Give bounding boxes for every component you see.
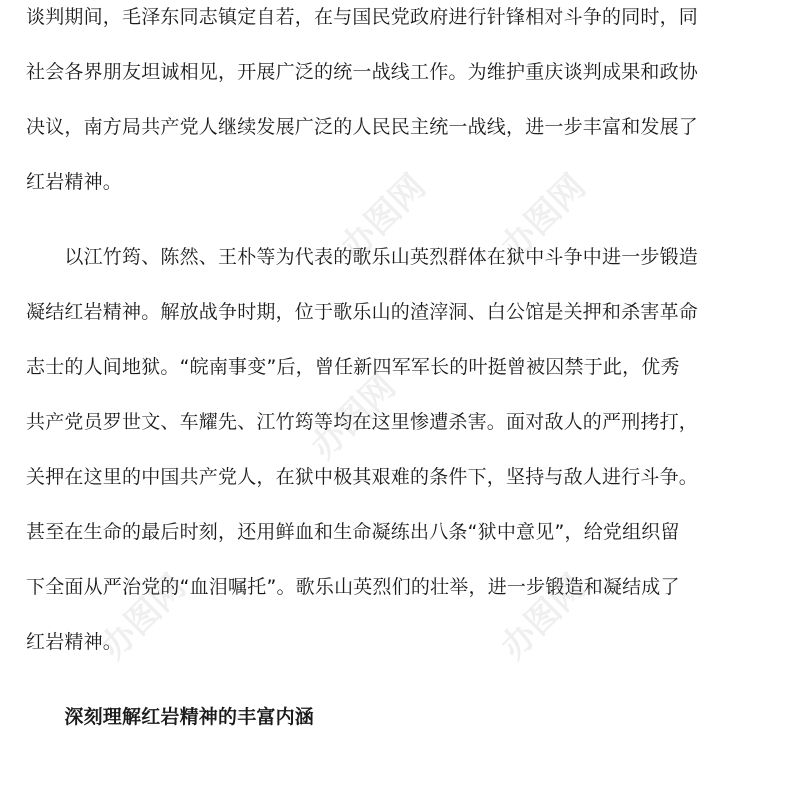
watermark: 办图网: [493, 566, 594, 668]
paragraph2-line: 甚至在生命的最后时刻，还用鲜血和生命凝练出八条“狱中意见”，给党组织留: [26, 521, 680, 543]
watermark: 办图网: [303, 366, 404, 468]
paragraph1-line: 红岩精神。: [26, 171, 123, 193]
paragraph1-line: 谈判期间，毛泽东同志镇定自若，在与国民党政府进行针锋相对斗争的同时，同: [26, 6, 699, 28]
paragraph1-line: 社会各界朋友坦诚相见，开展广泛的统一战线工作。为维护重庆谈判成果和政协: [26, 61, 699, 83]
paragraph2-line: 凝结红岩精神。解放战争时期，位于歌乐山的渣滓洞、白公馆是关押和杀害革命: [26, 301, 699, 323]
paragraph1-line: 决议，南方局共产党人继续发展广泛的人民民主统一战线，进一步丰富和发展了: [26, 116, 699, 138]
paragraph2-line: 共产党员罗世文、车耀先、江竹筠等均在这里惨遭杀害。面对敌人的严刑拷打，: [26, 411, 699, 433]
section-heading: 深刻理解红岩精神的丰富内涵: [26, 706, 315, 728]
watermark: 办图网: [333, 166, 434, 268]
paragraph2-line: 红岩精神。: [26, 631, 123, 653]
watermark: 办图网: [493, 166, 594, 268]
paragraph2-line: 关押在这里的中国共产党人，在狱中极其艰难的条件下，坚持与敌人进行斗争。: [26, 466, 699, 488]
paragraph2-line: 志士的人间地狱。“皖南事变”后，曾任新四军军长的叶挺曾被囚禁于此，优秀: [26, 356, 680, 378]
paragraph2-line: 下全面从严治党的“血泪嘱托”。歌乐山英烈们的壮举，进一步锻造和凝结成了: [26, 576, 680, 598]
paragraph2-line: 以江竹筠、陈然、王朴等为代表的歌乐山英烈群体在狱中斗争中进一步锻造: [26, 246, 699, 268]
watermark: 办图网: [93, 566, 194, 668]
